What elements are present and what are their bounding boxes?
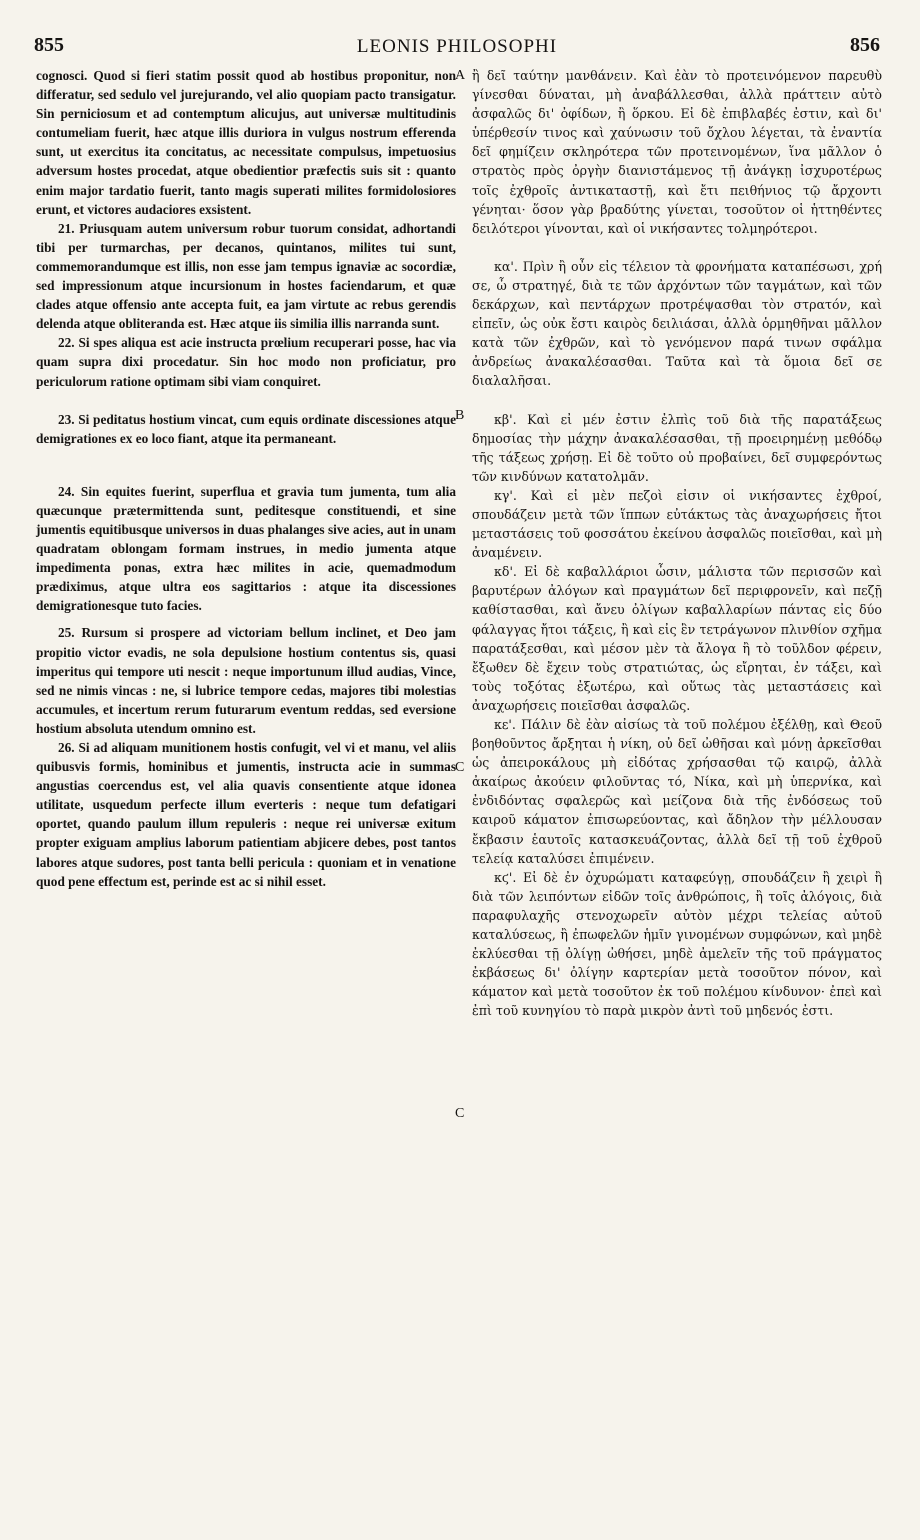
greek-paragraph-21: κα'. Πρὶν ἢ οὖν εἰς τέλειον τὰ φρονήματα καταπέσωσι, χρή σε, ὦ στρατηγέ, διὰ τε τῶν ἀρχόντων τῶν ταγμάτων, καὶ τῶν δεκάρχων, καὶ πεντάρχων προτρέψασθαι τὸν στρατόν, καὶ εἰπεῖν, ὡς οὐκ ἔστι καιρὸς δειλιάσαι, ἀλλὰ ὁρμηθῆναι μᾶλλον κατὰ τῶν ἐχθρῶν, καὶ τὸ γενόμενον παρά τινων σφάλμα ἀνδρείως ἀνακαλέσασθαι. Ταῦτα καὶ τὰ ὅμοια δεῖ σε διαλαλῆσαι. bbox=[472, 258, 882, 389]
greek-column bbox=[472, 66, 882, 1021]
greek-paragraph-24: κδ'. Εἰ δὲ καβαλλάριοι ὦσιν, μάλιστα τῶν περισσῶν καὶ βαρυτέρων ἀλόγων καὶ πραγμάτων δεῖ περιφρονεῖν, καὶ πεζῇ καθίστασθαι, καὶ ἄνευ ὀλίγων καβαλλαρίων πάντας εἰς δύο φάλαγγας ἤτοι τάξεις, ἢ καὶ εἰς ἓν τετράγωνον πλινθίον σχῆμα παρατάξεσθαι, καὶ μέσον μὲν τὰ ἄλογα ἢ τὸ τοῦλδον φέρειν, ἔξωθεν δὲ ἔχειν τοὺς στρατιώτας, ὡς εἴρηται, ἐν τάξει, καὶ τοὺς τοξότας ἐξωτέρω, καὶ οὕτως τὰς μεταστάσεις καὶ ἀναχωρήσεις ποιεῖσθαι ἀσφαλῶς. bbox=[472, 564, 882, 713]
page-number-left: 855 bbox=[34, 34, 64, 56]
margin-marker-c1: C bbox=[455, 760, 465, 775]
latin-column bbox=[36, 66, 456, 891]
greek-paragraph-22: κβ'. Καὶ εἰ μέν ἐστιν ἐλπὶς τοῦ διὰ τῆς παρατάξεως δημοσίας τὴν μάχην ἀνακαλέσασθαι, τῇ προειρημένῃ μεθόδῳ τῆς τάξεως χρήσῃ. Εἰ δὲ τοῦτο οὐ προβαίνει, δεῖ συμφερόντως τῶν κινδύνων κατατολμᾶν. bbox=[472, 411, 882, 484]
greek-paragraph-intro: ἢ δεῖ ταύτην μανθάνειν. Καὶ ἐὰν τὸ προτεινόμενον παρευθὺ γίνεσθαι δύναται, μὴ ἀναβάλλεσθαι, ἀλλὰ πράττειν αὐτὸ ἀσφαλῶς δι' ὀφίδων, ἢ ὅρκου. Εἰ δὲ ἐπιβλαβές ἐστιν, καὶ δι' ὑπέρθεσίν τινος καὶ χαύνωσιν τοῦ ὄχλου λέγεται, τὰ ἐναντία δεῖ φημίζειν σκληρότερα τῶν προτεινομένων, ἵνα μᾶλλον ὁ στρατὸς πρὸς ὀργὴν διανιστάμενος τῇ ἀνάγκῃ ἰσχυροτέρως τοῖς ἐχθροῖς ἀντικαταστῇ, καὶ ἔτι πειθήνιος τῷ ἄρχοντι γένηται· ὅσον γὰρ βραδύτης γίνεται, τοσοῦτον οἱ ἡττηθέντες δειλότεροι γίνονται, καὶ οἱ νικήσαντες τολμηρότεροι. bbox=[472, 68, 882, 236]
page-number-right: 856 bbox=[850, 34, 880, 56]
margin-marker-c2: C bbox=[455, 1106, 465, 1121]
margin-marker-a: A bbox=[455, 68, 466, 83]
latin-paragraph-26: 26. Si ad aliquam munitionem hostis confugit, vel vi et manu, vel aliis quibusvis formis, hominibus et jumentis, instructa acie in summas angustias coercendus est, vel alia quavis consentiente atque idonea utilitate, usquedum perfecte illum everteris : neque tum defatigari oportet, quando paulum illum repuleris : neque rei universæ exitum propter exiguam amplius laborum patientiam abjicere debes, post tantos labores atque sudores, post tanta belli pericula : quoniam et in venatione quod pene effectum est, perinde est ac si nihil esset. bbox=[36, 740, 456, 889]
latin-paragraph-25: 25. Rursum si prospere ad victoriam bellum inclinet, et Deo jam propitio victor evadis, ne sola depulsione hostium contentus sis, quasi imperitus qui tempore uti nescit : neque importunum illud audias, Vince, sed ne nimis vincas : ne, si lubrice tempore cedas, majores tibi molestias accumules, et incertum rerum futurarum eventum reddas, sed eversione hostium absoluta utendum omnino est. bbox=[36, 625, 456, 736]
latin-paragraph-23: 23. Si peditatus hostium vincat, cum equis ordinate discessiones atque demigrationes ex eo loco fiant, atque ita permaneant. bbox=[36, 411, 456, 446]
latin-paragraph-21: 21. Priusquam autem universum robur tuorum considat, adhortandi tibi per turmarchas, per decanos, quintanos, milites tui sunt, commemorandumque est illis, non esse jam tempus ignaviæ ac socordiæ, sed impressionum atque incursionum in hostes faciendarum, et quæ clades atque offensio ante accepta fuit, ea jam virtute ac rebus gerendis delenda atque obliteranda est. Hæc atque iis similia illis narranda sunt. bbox=[36, 220, 456, 332]
page-header bbox=[34, 34, 880, 64]
greek-paragraph-26: κϛ'. Εἰ δὲ ἐν ὀχυρώματι καταφεύγῃ, σπουδάζειν ἢ χειρὶ ἢ διὰ τῶν λειπόντων εἰδῶν τοῖς ἀνθρώποις, ἢ τοῖς ἀλόγοις, διὰ παραφυλαχῆς στενοχωρεῖν αὐτὸν μέχρι τελείας αὐτοῦ καταλύσεως, ἢ ἐπωφελῶν ἡμῖν γινομένων συμφώνων, καὶ μηδὲ ἐκλύεσθαι τῇ ὀλίγῃ ὠθήσει, μηδὲ ἀμελεῖν τῆς τοῦ πράγματος ἐκβάσεως δι' ὀλίγην καρτερίαν μετὰ τοσοῦτον πόνον, καὶ κάματον καὶ μετὰ τοσοῦτον ἐκ τοῦ πολέμου κίνδυνον· ἐπεὶ καὶ ἐπὶ τοῦ κυνηγίου τὸ παρὰ μικρὸν ἀντὶ τοῦ μηδενός ἐστι. bbox=[472, 869, 882, 1019]
running-title: LEONIS PHILOSOPHI bbox=[356, 36, 558, 57]
latin-paragraph-intro: cognosci. Quod si fieri statim possit quod ab hostibus proponitur, non differatur, sed sedulo vel jurejurando, vel alio quopiam pacto transigatur. Sin perniciosum et ad contemptum alicujus, aut universæ multitudinis contumeliam fuerit, hæc atque illis duriora in vulgus nostrum efferenda sunt, ut exercitus ita concitatus, ac necessitate compulsus, impetuosius adversum hostes procedat, atque obedientior præfectis suis sit : quanto enim major tardatio fuerit, tanto magis superati milites formidolosiores erunt, et victores audaciores exsistent. bbox=[36, 68, 456, 217]
greek-paragraph-25: κε'. Πάλιν δὲ ἐὰν αἰσίως τὰ τοῦ πολέμου ἐξέλθῃ, καὶ Θεοῦ βοηθοῦντος ἄρξηται ἡ νίκη, οὐ δεῖ ὠθῆσαι καὶ μόνῃ ἀρκεῖσθαι ὡς ἀπειροκάλους μὴ εἰδότας χρήσασθαι τῷ καιρῷ, ἀλλὰ ἀκαίρως ἀκούειν φιλοῦντας τό, Νίκα, καὶ μὴ ὑπερνίκα, καὶ ἐνδιδόντας σφαλερῶς καὶ μείζονα διὰ τῆς ἐνδόσεως τοῦ καιροῦ κάματον ἐπισωρεύοντας, καὶ ἄδηλον τὴν μέλλουσαν ἔκβασιν ἑαυτοῖς κατασκευάζοντας, ἀλλὰ δεῖ τῇ τοῦ ἐχθροῦ τελείᾳ καταλύσει ἐπιμένειν. bbox=[472, 717, 882, 866]
latin-paragraph-24: 24. Sin equites fuerint, superflua et gravia tum jumenta, tum alia quæcunque prætermittenda sunt, peditesque constituendi, et sine jumentis equitibusque universos in duas phalanges sive acies, aut in unam quadratam oblongam formam instrues, in medio jumenta atque impedimenta ponas, extra hæc milites in acie, quemadmodum prædiximus, atque ultra eos sagittarios : atque ita discessiones demigrationesque tuto facies. bbox=[36, 483, 456, 614]
margin-marker-b: B bbox=[455, 408, 465, 423]
greek-paragraph-23: κγ'. Καὶ εἰ μὲν πεζοὶ εἰσιν οἱ νικήσαντες ἐχθροί, σπουδάζειν μετὰ τῶν ἵππων εὐτάκτως τὰς ἀναχωρήσεις ἤτοι μεταστάσεις τοῦ φοσσάτου ἐκείνου ἀσφαλῶς ποιεῖσθαι, καὶ μὴ ἀναμένειν. bbox=[472, 487, 882, 561]
latin-paragraph-22: 22. Si spes aliqua est acie instructa prœlium recuperari posse, hac via quam supra dixi procedatur. Sin hoc modo non proficiatur, pro periculorum ratione optimam sibi viam conquiret. bbox=[36, 335, 456, 389]
